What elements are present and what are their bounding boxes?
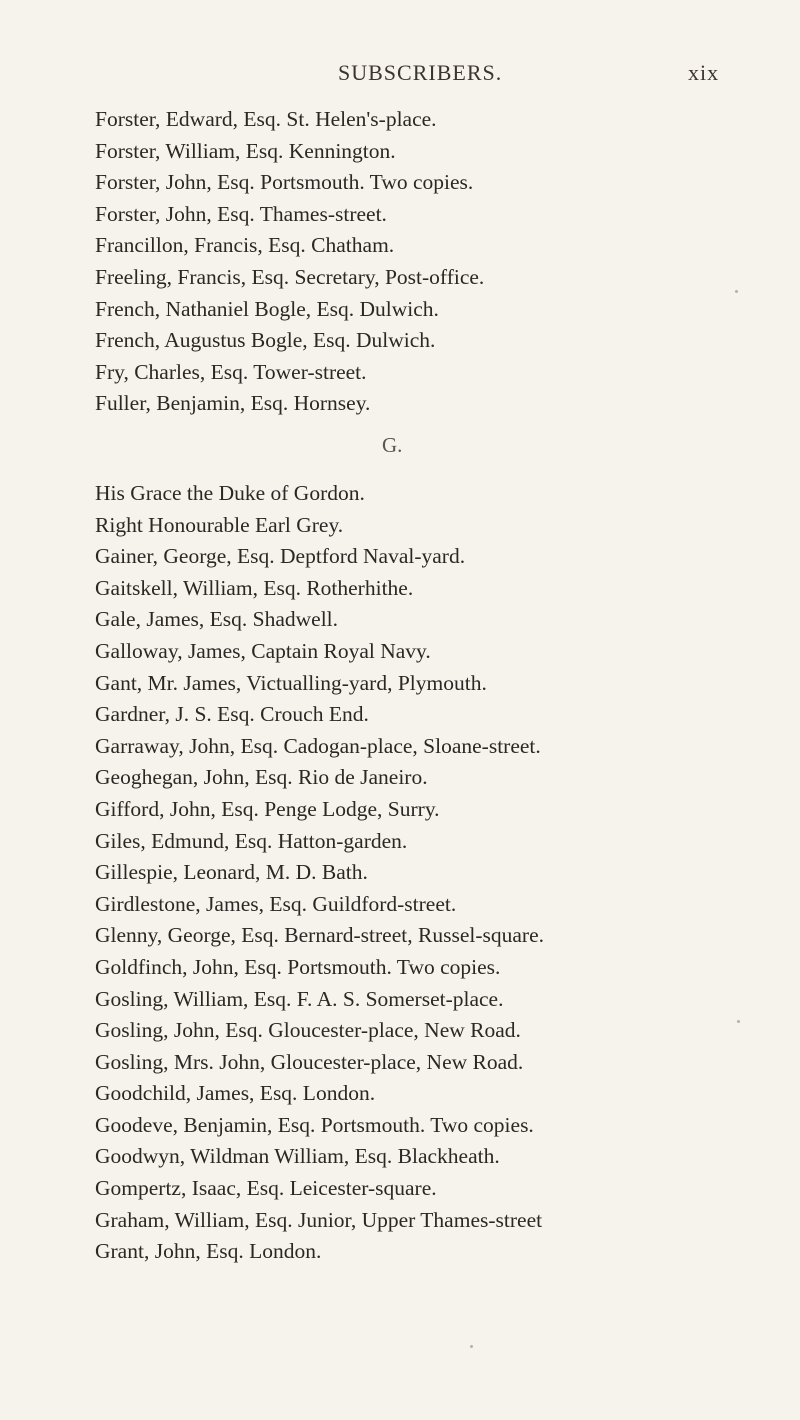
subscriber-entry: Galloway, James, Captain Royal Navy.: [95, 638, 431, 663]
subscriber-entry: Fuller, Benjamin, Esq. Hornsey.: [95, 391, 371, 416]
subscriber-entry: Gainer, George, Esq. Deptford Naval-yard.: [95, 544, 466, 569]
subscriber-entry: Gillespie, Leonard, M. D. Bath.: [95, 860, 368, 885]
subscriber-entry: Francillon, Francis, Esq. Chatham.: [95, 233, 395, 258]
subscriber-entry: Fry, Charles, Esq. Tower-street.: [95, 359, 367, 384]
subscriber-entry: Gifford, John, Esq. Penge Lodge, Surry.: [95, 796, 440, 821]
subscriber-entry: French, Nathaniel Bogle, Esq. Dulwich.: [95, 296, 439, 321]
subscriber-entry: Geoghegan, John, Esq. Rio de Janeiro.: [95, 765, 428, 790]
subscriber-entry: Graham, William, Esq. Junior, Upper Thames-street: [95, 1207, 543, 1232]
subscriber-entry: Gosling, William, Esq. F. A. S. Somerset-place.: [95, 986, 504, 1011]
page-number: xix: [688, 60, 720, 85]
subscriber-entry: Grant, John, Esq. London.: [95, 1239, 322, 1264]
running-title: SUBSCRIBERS.: [338, 60, 503, 85]
subscriber-entry: Gaitskell, William, Esq. Rotherhithe.: [95, 575, 414, 600]
running-header: [0, 60, 800, 90]
subscriber-entry: Freeling, Francis, Esq. Secretary, Post-office.: [95, 264, 485, 289]
subscriber-entry: Forster, John, Esq. Thames-street.: [95, 201, 387, 226]
subscriber-entry: Goodwyn, Wildman William, Esq. Blackheath.: [95, 1144, 500, 1169]
subscriber-entry: Giles, Edmund, Esq. Hatton-garden.: [95, 828, 408, 853]
section-letter-g: G.: [382, 433, 403, 457]
subscriber-entry: Gosling, John, Esq. Gloucester-place, New Road.: [95, 1018, 521, 1043]
subscriber-entry: Gardner, J. S. Esq. Crouch End.: [95, 702, 369, 727]
subscriber-entry: Forster, William, Esq. Kennington.: [95, 138, 396, 163]
subscriber-entry: Goldfinch, John, Esq. Portsmouth. Two copies.: [95, 954, 501, 979]
subscriber-entry: French, Augustus Bogle, Esq. Dulwich.: [95, 328, 436, 353]
subscriber-entry: His Grace the Duke of Gordon.: [95, 481, 365, 505]
subscriber-list-f: [95, 104, 755, 420]
subscriber-entry: Gosling, Mrs. John, Gloucester-place, New Road.: [95, 1049, 524, 1074]
paper-speck: [735, 290, 738, 293]
subscriber-entry: Forster, Edward, Esq. St. Helen's-place.: [95, 107, 437, 131]
subscriber-entry: Goodchild, James, Esq. London.: [95, 1081, 376, 1106]
subscriber-entry: Right Honourable Earl Grey.: [95, 512, 344, 537]
subscriber-entry: Girdlestone, James, Esq. Guildford-street.: [95, 891, 457, 916]
subscriber-entry: Goodeve, Benjamin, Esq. Portsmouth. Two copies.: [95, 1112, 534, 1137]
subscriber-entry: Gompertz, Isaac, Esq. Leicester-square.: [95, 1176, 437, 1201]
paper-speck: [470, 1345, 473, 1348]
paper-speck: [737, 1020, 740, 1023]
subscriber-list-g: [95, 478, 755, 1268]
subscriber-entry: Glenny, George, Esq. Bernard-street, Russel-square.: [95, 923, 544, 948]
subscriber-entry: Garraway, John, Esq. Cadogan-place, Sloane-street.: [95, 733, 541, 758]
subscriber-entry: Gale, James, Esq. Shadwell.: [95, 607, 339, 632]
subscriber-entry: Forster, John, Esq. Portsmouth. Two copies.: [95, 170, 474, 195]
subscriber-entry: Gant, Mr. James, Victualling-yard, Plymouth.: [95, 670, 487, 695]
